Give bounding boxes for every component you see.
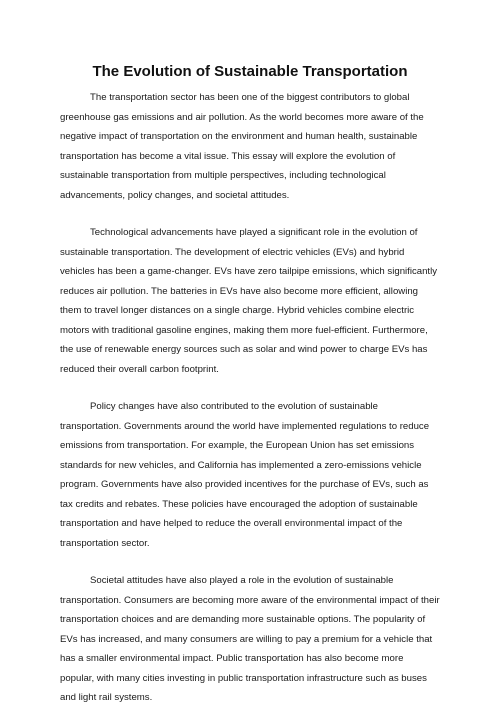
paragraph-technology: Technological advancements have played a significant role in the evolution of sustainable transportation. The development of electric vehicles (EVs) and hybrid vehicles has been a game-changer. EVs have zero tailpipe emissions, which significantly reduces air pollution. The batteries in EVs have also become more efficient, allowing them to travel longer distances on a single charge. Hybrid vehicles combine electric motors with traditional gasoline engines, making them more fuel-efficient. Furthermore, the use of renewable energy sources such as solar and wind power to charge EVs has reduced their overall carbon footprint.	[60, 227, 438, 375]
paragraph-intro: The transportation sector has been one of the biggest contributors to global greenhouse gas emissions and air pollution. As the world becomes more aware of the negative impact of transportation on the environment and human health, sustainable transportation has become a vital issue. This essay will explore the evolution of sustainable transportation from multiple perspectives, including technological advancements, policy changes, and societal attitudes.	[60, 92, 424, 201]
paragraph-policy: Policy changes have also contributed to the evolution of sustainable transportation. Governments around the world have implemented regulations to reduce emissions from transportation. For example, the European Union has set emissions standards for new vehicles, and California has implemented a zero-emissions vehicle program. Governments have also provided incentives for the purchase of EVs, such as tax credits and rebates. These policies have encouraged the adoption of sustainable transportation and have helped to reduce the overall environmental impact of the transportation sector.	[60, 401, 430, 549]
page-title: The Evolution of Sustainable Transportation	[92, 63, 408, 80]
paragraph-society: Societal attitudes have also played a role in the evolution of sustainable transportation. Consumers are becoming more aware of the environmental impact of their transportation choices and are demanding more sustainable options. The popularity of EVs has increased, and many consumers are willing to pay a premium for a vehicle that has a smaller environmental impact. Public transportation has also become more popular, with many cities investing in public transportation infrastructure such as buses and light rail systems.	[60, 575, 440, 703]
